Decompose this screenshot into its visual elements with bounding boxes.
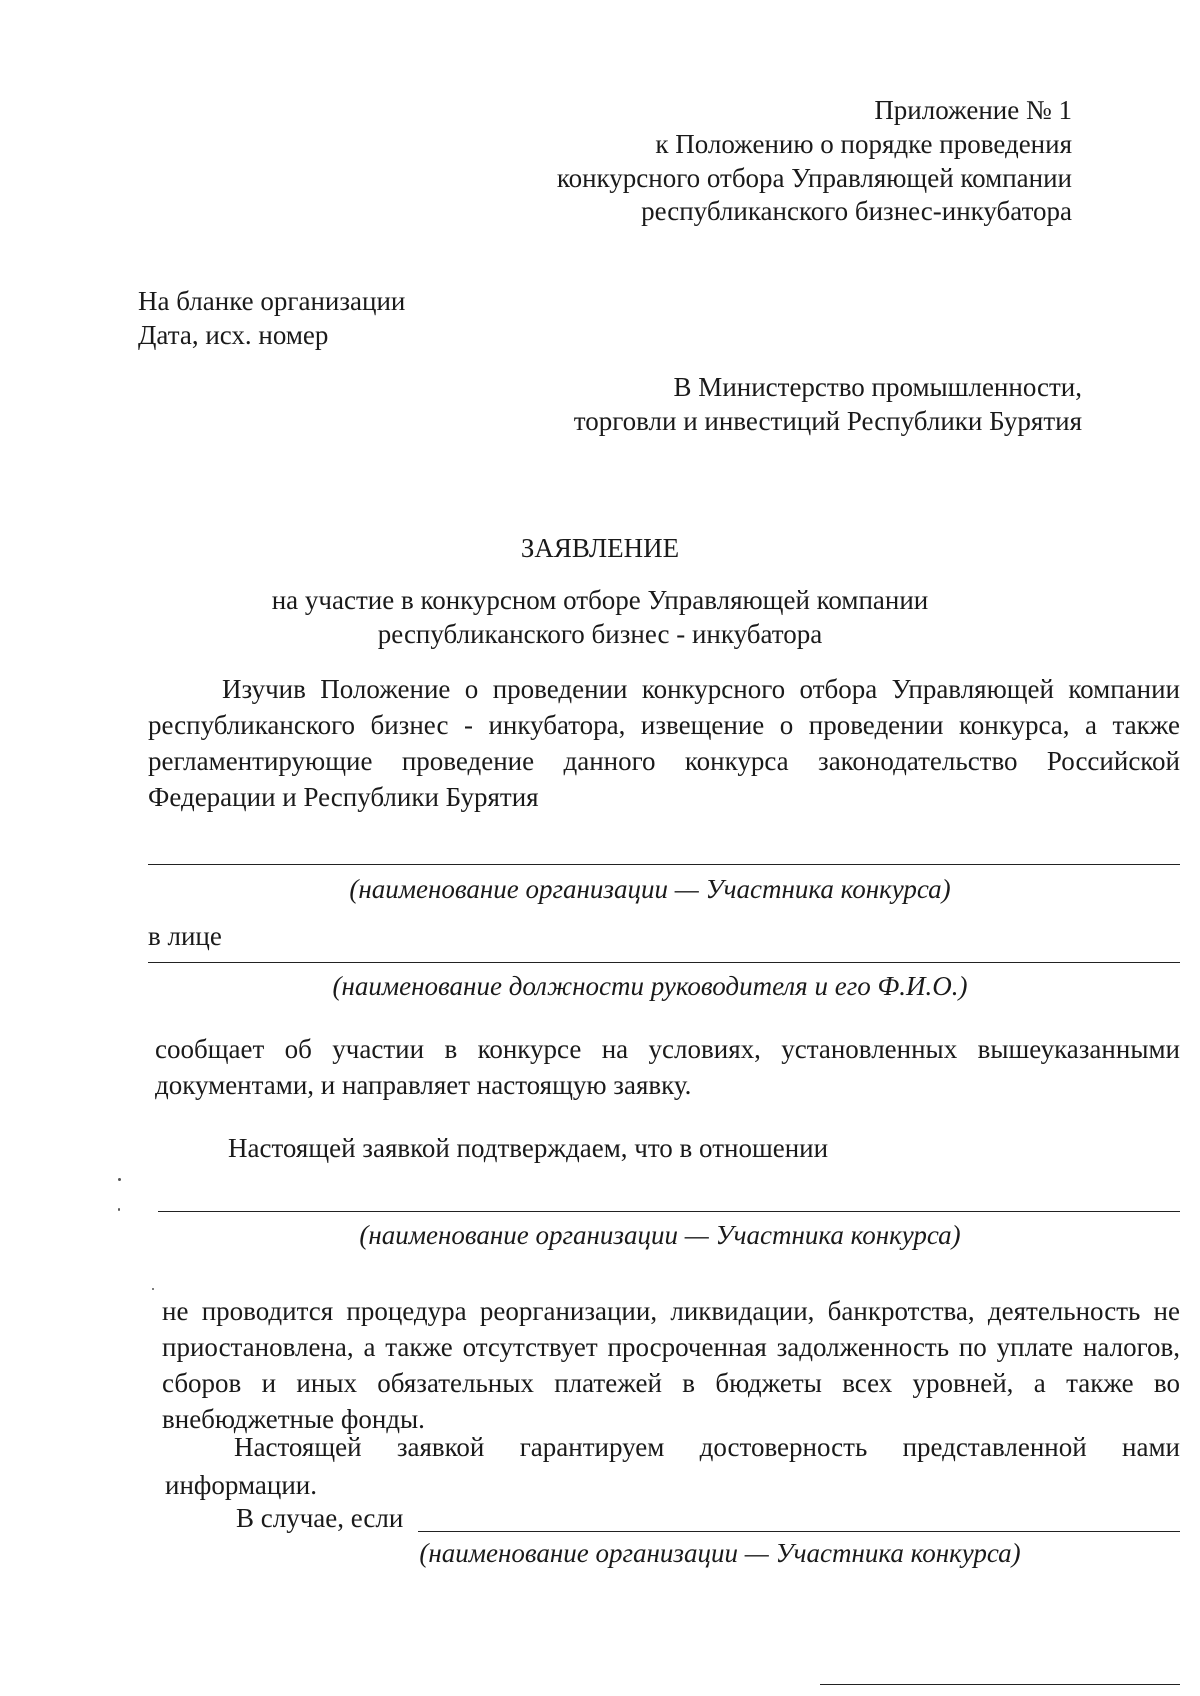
head-position-line[interactable] (148, 962, 1180, 963)
in-person-label: в лице (148, 921, 222, 951)
paragraph-5-line-1: Настоящей заявкой гарантируем достоверность представленной нами (234, 1432, 1180, 1462)
scan-speck (152, 1288, 154, 1290)
addressee-line-2: торговли и инвестиций Республики Бурятия (573, 406, 1082, 436)
paragraph-2-line-1: сообщает об участии в конкурсе на условиях, установленных вышеуказанными (155, 1034, 1180, 1064)
subtitle-line-1: на участие в конкурсном отборе Управляющей компании (271, 585, 929, 615)
scan-speck (118, 1208, 120, 1211)
organization-name-caption-3: (наименование организации — Участника конкурса) (419, 1538, 1021, 1568)
organization-name-line[interactable] (148, 864, 1180, 865)
paragraph-3: Настоящей заявкой подтверждаем, что в отношении (228, 1133, 829, 1163)
paragraph-4-line-2: приостановлена, а также отсутствует просроченная задолженность по уплате налогов, (162, 1332, 1180, 1362)
appendix-line-4: республиканского бизнес-инкубатора (641, 196, 1072, 226)
bottom-scan-line (820, 1684, 1180, 1685)
organization-name-caption: (наименование организации — Участника конкурса) (349, 874, 951, 904)
paragraph-1-line-4: Федерации и Республики Бурятия (148, 782, 539, 812)
addressee-line-1: В Министерство промышленности, (673, 372, 1082, 402)
paragraph-5-line-2: информации. (165, 1470, 317, 1500)
document-title: ЗАЯВЛЕНИЕ (520, 533, 680, 563)
appendix-line-1: Приложение № 1 (874, 95, 1072, 125)
scan-speck (118, 1178, 121, 1181)
paragraph-6-label: В случае, если (236, 1503, 404, 1533)
letterhead-line-1: На бланке организации (138, 286, 406, 316)
paragraph-2-line-2: документами, и направляет настоящую заявку. (155, 1070, 692, 1100)
paragraph-4-line-4: внебюджетные фонды. (162, 1404, 425, 1434)
paragraph-1-line-3: регламентирующие проведение данного конкурса законодательство Российской (148, 746, 1180, 776)
paragraph-4-line-3: сборов и иных обязательных платежей в бюджеты всех уровней, а также во (162, 1368, 1180, 1398)
subtitle-line-2: республиканского бизнес - инкубатора (377, 619, 823, 649)
paragraph-1-line-1: Изучив Положение о проведении конкурсного отбора Управляющей компании (222, 674, 1180, 704)
organization-name-caption-2: (наименование организации — Участника конкурса) (359, 1220, 961, 1250)
letterhead-line-2: Дата, исх. номер (138, 320, 329, 350)
organization-name-line-2[interactable] (158, 1211, 1180, 1212)
organization-name-line-3[interactable] (418, 1531, 1180, 1532)
head-position-caption: (наименование должности руководителя и его Ф.И.О.) (332, 971, 968, 1001)
paragraph-4-line-1: не проводится процедура реорганизации, ликвидации, банкротства, деятельность не (162, 1296, 1180, 1326)
paragraph-1-line-2: республиканского бизнес - инкубатора, извещение о проведении конкурса, а также (148, 710, 1180, 740)
appendix-line-3: конкурсного отбора Управляющей компании (556, 163, 1072, 193)
appendix-line-2: к Положению о порядке проведения (655, 129, 1072, 159)
